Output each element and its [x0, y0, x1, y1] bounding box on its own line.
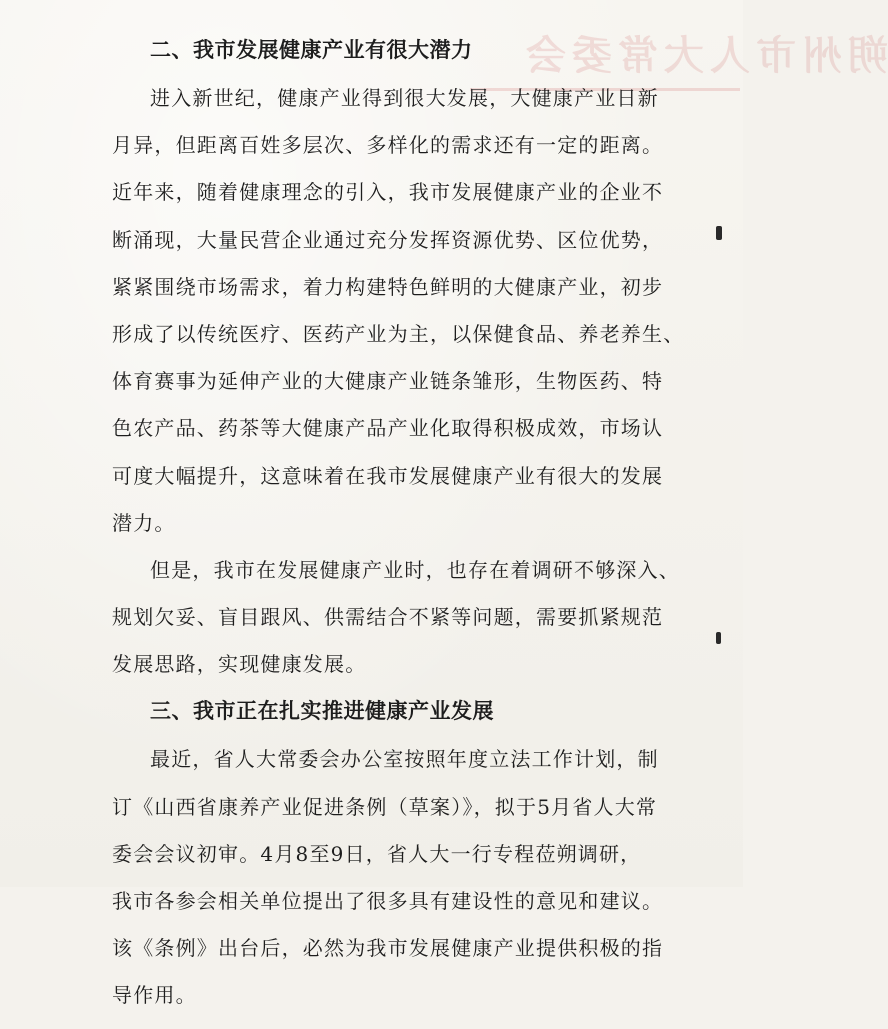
text-line: 色农产品、药茶等大健康产品产业化取得积极成效，市场认	[112, 416, 664, 441]
text-line: 但是，我市在发展健康产业时，也存在着调研不够深入、	[150, 557, 680, 582]
text-line: 形成了以传统医疗、医药产业为主，以保健食品、养老养生、	[112, 321, 685, 346]
text-line: 我市各参会相关单位提出了很多具有建设性的意见和建议。	[112, 889, 664, 913]
text-line: 断涌现，大量民营企业通过充分发挥资源优势、区位优势，	[112, 227, 664, 252]
section2-paragraph-2	[112, 556, 712, 678]
scan-edge-mark	[716, 632, 721, 644]
text-line: 订《山西省康养产业促进条例（草案）》，拟于5月省人大常	[112, 794, 658, 819]
text-line: 规划欠妥、盲目跟风、供需结合不紧等问题，需要抓紧规范	[112, 605, 664, 630]
text-line: 潜力。	[112, 510, 176, 535]
text-line: 该《条例》出台后，必然为我市发展健康产业提供积极的指	[112, 936, 664, 961]
text-line: 委会会议初审。4月8至9日，省人大一行专程莅朔调研，	[112, 841, 642, 866]
text-line: 最近，省人大常委会办公室按照年度立法工作计划，制	[150, 747, 659, 772]
text-line: 可度大幅提升，这意味着在我市发展健康产业有很大的发展	[112, 463, 664, 488]
text-line: 导作用。	[112, 983, 197, 1008]
scan-edge-mark	[716, 226, 722, 240]
text-line: 月异，但距离百姓多层次、多样化的需求还有一定的距离。	[112, 133, 664, 158]
text-line: 发展思路，实现健康发展。	[112, 652, 367, 677]
letterhead-bleed-through: 朔州市人大常委会	[520, 32, 888, 79]
section2-paragraph-1	[112, 84, 712, 537]
section-heading-2: 二、我市发展健康产业有很大潜力	[150, 38, 473, 62]
section-heading-3: 三、我市正在扎实推进健康产业发展	[150, 699, 494, 724]
text-line: 体育赛事为延伸产业的大健康产业链条雏形，生物医药、特	[112, 369, 664, 394]
document-body	[112, 36, 712, 1029]
text-line: 近年来，随着健康理念的引入，我市发展健康产业的企业不	[112, 180, 664, 205]
section3-paragraph-1	[112, 745, 712, 1009]
text-line: 进入新世纪，健康产业得到很大发展，大健康产业日新	[150, 86, 659, 110]
text-line: 紧紧围绕市场需求，着力构建特色鲜明的大健康产业，初步	[112, 274, 664, 299]
